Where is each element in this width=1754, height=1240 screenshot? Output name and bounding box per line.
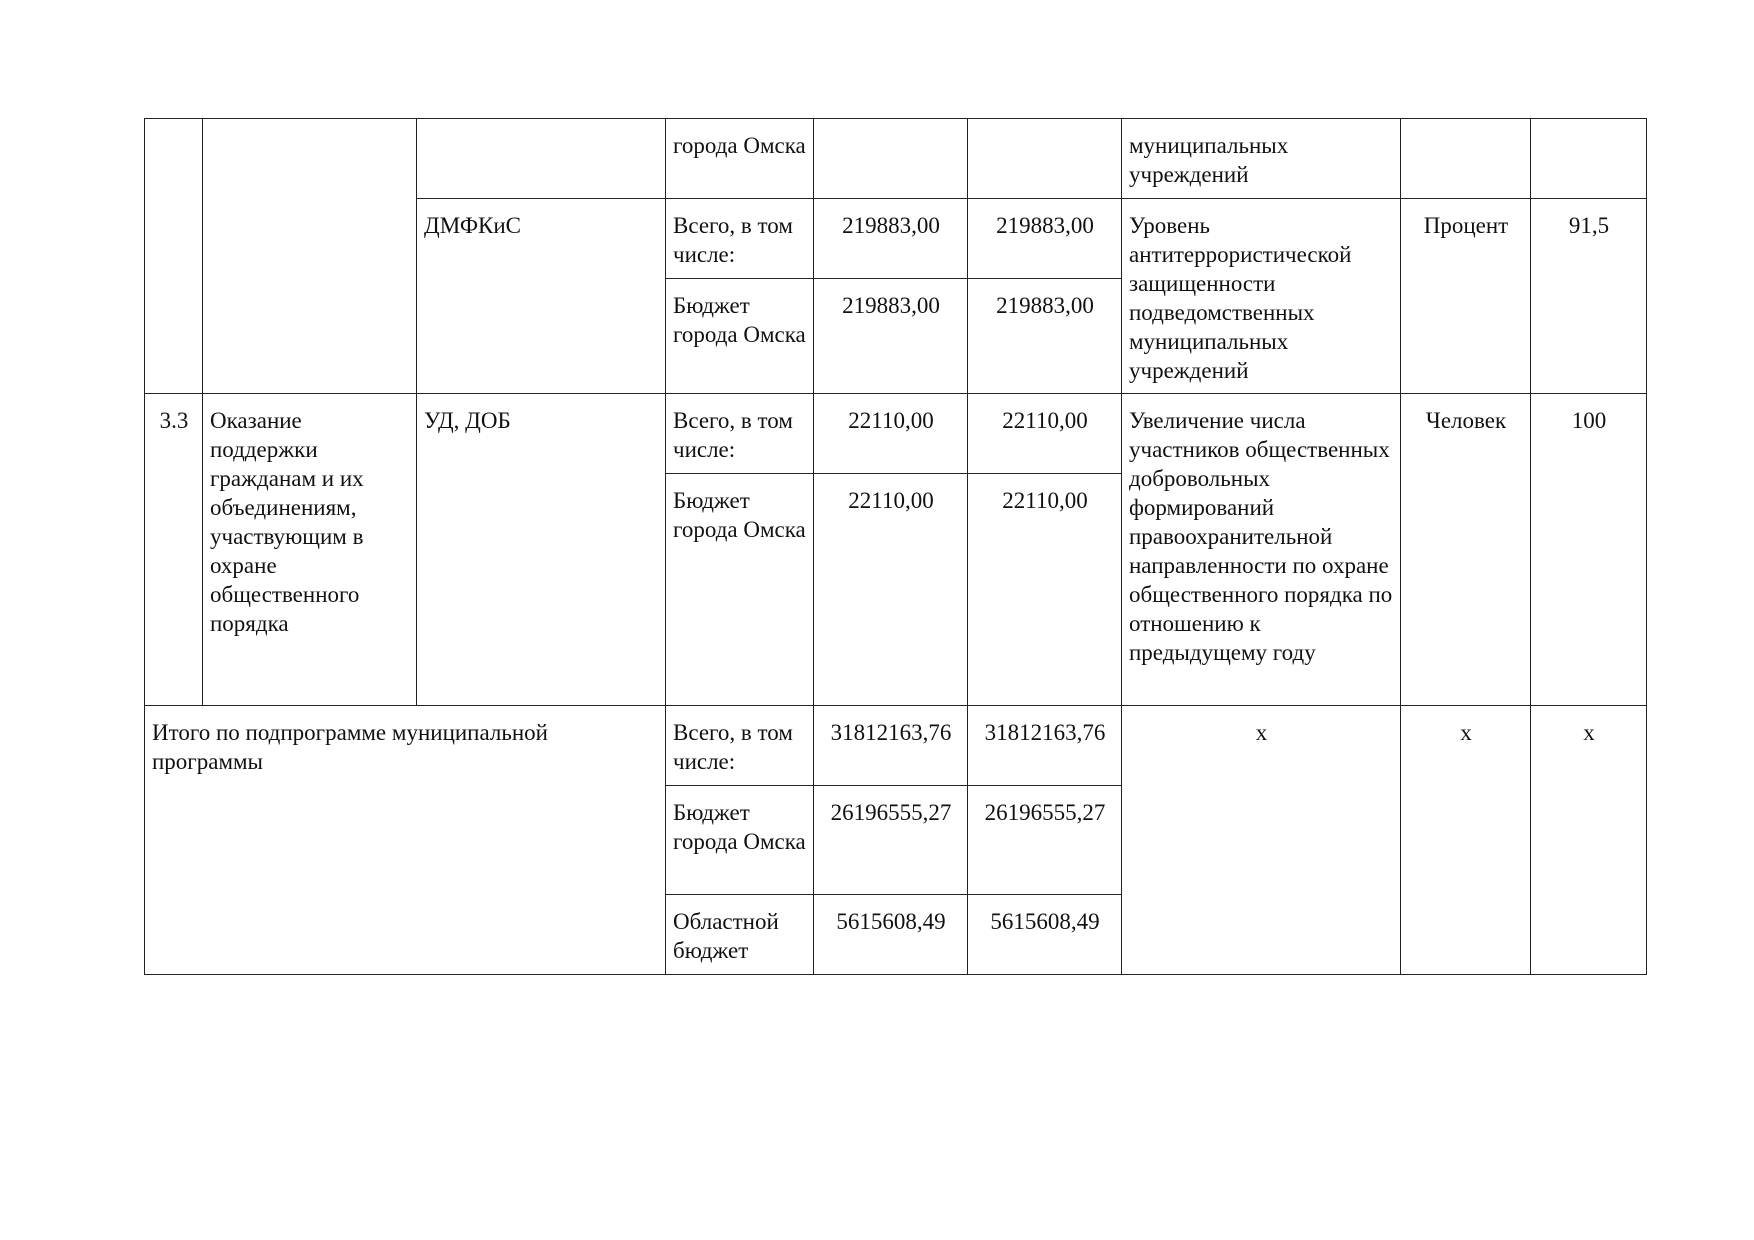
cell-source: Всего, в том числе: <box>666 394 814 474</box>
cell-unit: Процент <box>1401 199 1531 394</box>
cell-value-empty <box>1531 119 1647 199</box>
cell-fact: 22110,00 <box>968 394 1122 474</box>
cell-source: Бюджет города Омска <box>666 474 814 706</box>
cell-total-label: Итого по подпрограмме муниципальной программы <box>145 706 666 975</box>
cell-plan: 219883,00 <box>814 199 968 279</box>
cell-value: 91,5 <box>1531 199 1647 394</box>
cell-fact: 31812163,76 <box>968 706 1122 786</box>
cell-plan-empty <box>814 119 968 199</box>
cell-fact-empty <box>968 119 1122 199</box>
cell-source: Всего, в том числе: <box>666 199 814 279</box>
cell-source: Областной бюджет <box>666 895 814 975</box>
cell-source: Бюджет города Омска <box>666 786 814 895</box>
cell-plan: 5615608,49 <box>814 895 968 975</box>
cell-plan: 31812163,76 <box>814 706 968 786</box>
cell-plan: 26196555,27 <box>814 786 968 895</box>
cell-indicator: Увеличение числа участников общественных добровольных формирований правоохранительной направленности по охране общественного порядка по отношению к предыдущему году <box>1122 394 1401 706</box>
table-row-continuation <box>145 119 1647 199</box>
cell-source: Всего, в том числе: <box>666 706 814 786</box>
cell-unit-empty <box>1401 119 1531 199</box>
cell-indicator: x <box>1122 706 1401 975</box>
cell-executor: ДМФКиС <box>417 199 666 394</box>
cell-executor-empty <box>417 119 666 199</box>
cell-plan: 22110,00 <box>814 474 968 706</box>
cell-fact: 5615608,49 <box>968 895 1122 975</box>
cell-plan: 22110,00 <box>814 394 968 474</box>
cell-name: Оказание поддержки гражданам и их объединениям, участвующим в охране общественного порядка <box>203 394 417 706</box>
table-row-total <box>145 706 1647 786</box>
cell-fact: 219883,00 <box>968 279 1122 394</box>
cell-indicator: муниципальных учреждений <box>1122 119 1401 199</box>
cell-plan: 219883,00 <box>814 279 968 394</box>
program-table <box>144 118 1647 975</box>
table-row-3-3-total <box>145 394 1647 474</box>
cell-unit: Человек <box>1401 394 1531 706</box>
cell-executor: УД, ДОБ <box>417 394 666 706</box>
cell-source: Бюджет города Омска <box>666 279 814 394</box>
cell-value: x <box>1531 706 1647 975</box>
cell-number-empty <box>145 119 203 394</box>
cell-indicator: Уровень антитеррористической защищенности подведомственных муниципальных учреждений <box>1122 199 1401 394</box>
cell-fact: 22110,00 <box>968 474 1122 706</box>
cell-name-empty <box>203 119 417 394</box>
cell-unit: x <box>1401 706 1531 975</box>
cell-source: города Омска <box>666 119 814 199</box>
cell-fact: 219883,00 <box>968 199 1122 279</box>
cell-fact: 26196555,27 <box>968 786 1122 895</box>
cell-value: 100 <box>1531 394 1647 706</box>
cell-number: 3.3 <box>145 394 203 706</box>
